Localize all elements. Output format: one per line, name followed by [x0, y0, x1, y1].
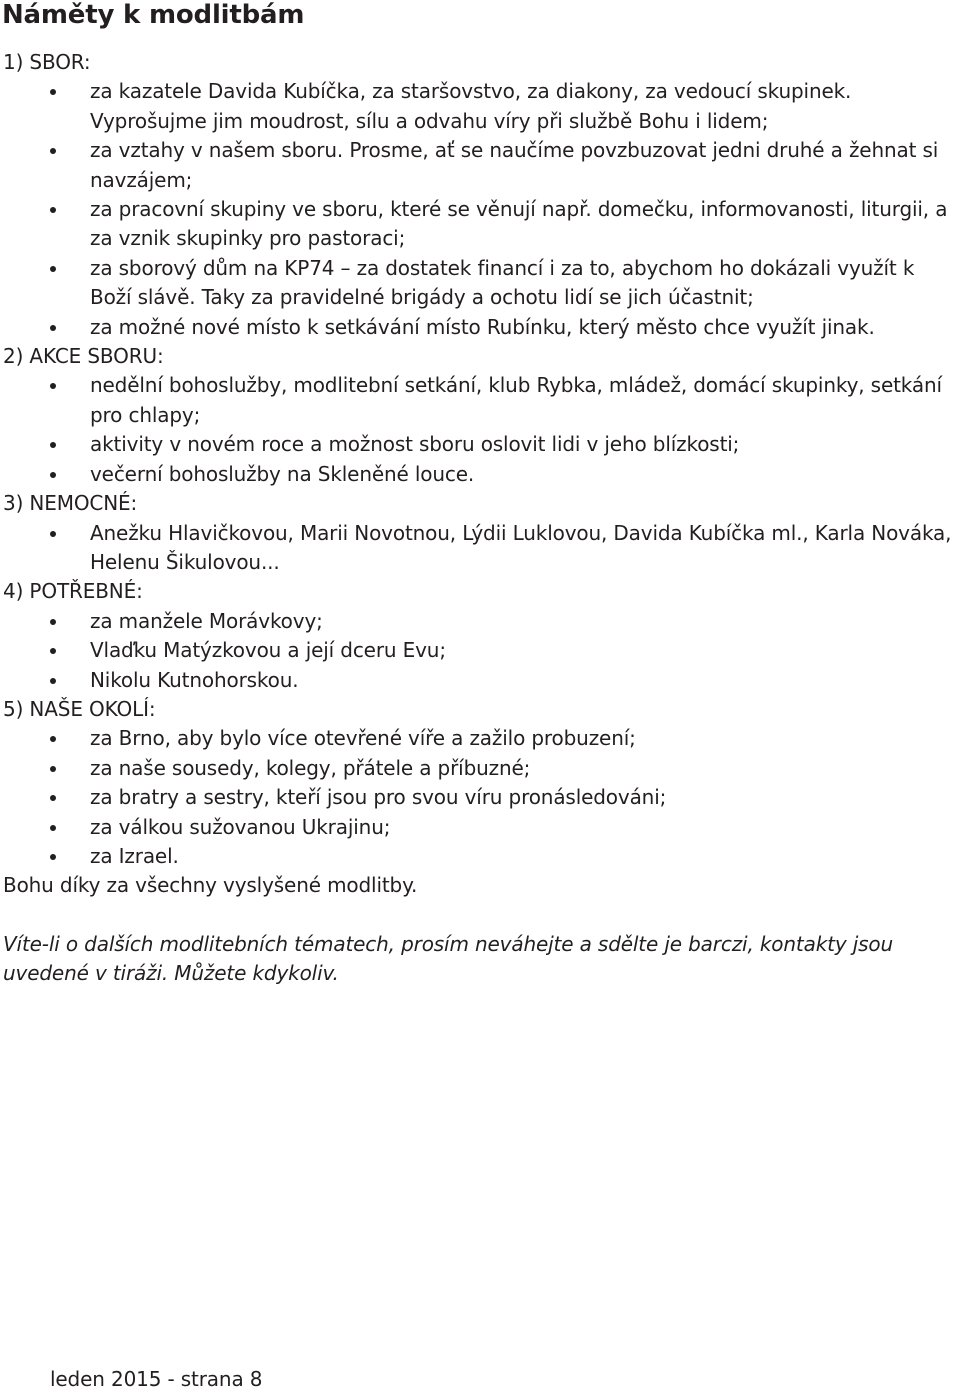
item-text: za vztahy v našem sboru. Prosme, ať se naučíme povzbuzovat jedni druhé a žehnat si navzájem; [90, 138, 939, 192]
list-item [3, 724, 958, 753]
list-item [3, 607, 958, 636]
bullet-icon [50, 736, 56, 742]
item-text: za Brno, aby bylo více otevřené víře a zažilo probuzení; [90, 726, 636, 751]
item-text: za kazatele Davida Kubíčka, za staršovstvo, za diakony, za vedoucí skupinek. Vyprošujme jim moudrost, sílu a odvahu víry při službě Bohu i lidem; [90, 79, 852, 133]
section-heading: 2) AKCE SBORU: [3, 344, 164, 369]
item-text: za možné nové místo k setkávání místo Rubínku, který město chce využít jinak. [90, 314, 875, 339]
list-item [3, 754, 958, 783]
item-list [3, 77, 958, 342]
bullet-icon [50, 678, 56, 684]
bullet-icon [50, 766, 56, 772]
list-item [3, 666, 958, 695]
item-list [3, 371, 958, 489]
list-item [3, 783, 958, 812]
section-heading: 1) SBOR: [3, 50, 91, 74]
list-item [3, 371, 958, 430]
item-text: za sborový dům na KP74 – za dostatek financí i za to, abychom ho dokázali využít k Boží slávě. Taky za pravidelné brigády a ochotu lidí se jich účastnit; [90, 255, 915, 310]
item-text: Vlaďku Matýzkovou a její dceru Evu; [90, 638, 446, 663]
bullet-icon [50, 442, 56, 448]
bullet-icon [50, 531, 56, 537]
bullet-icon [50, 148, 56, 154]
section-nase-okoli [3, 695, 958, 871]
bullet-icon [50, 207, 56, 213]
bullet-icon [50, 266, 56, 272]
list-item [3, 77, 958, 136]
closing-thanks: Bohu díky za všechny vyslyšené modlitby. [3, 873, 418, 898]
section-heading: 4) POTŘEBNÉ: [3, 579, 143, 604]
section-sbor [3, 48, 958, 342]
bullet-icon [50, 825, 56, 831]
list-item [3, 519, 958, 578]
item-text: za naše sousedy, kolegy, přátele a příbuzné; [90, 755, 531, 780]
item-list [3, 724, 958, 871]
section-nemocne [3, 489, 958, 577]
item-text: za manžele Morávkovy; [90, 608, 323, 633]
item-text: Nikolu Kutnohorskou. [90, 667, 299, 692]
item-text: večerní bohoslužby na Skleněné louce. [90, 461, 475, 486]
bullet-icon [50, 619, 56, 625]
bullet-icon [50, 89, 56, 95]
section-potrebne [3, 577, 958, 695]
list-item [3, 460, 958, 489]
section-heading: 3) NEMOCNÉ: [3, 491, 138, 516]
item-list [3, 519, 958, 578]
bullet-icon [50, 472, 56, 478]
bullet-icon [50, 383, 56, 389]
section-akce-sboru [3, 342, 958, 489]
prayer-topics [3, 48, 958, 989]
item-text: za Izrael. [90, 843, 179, 868]
item-text: za válkou sužovanou Ukrajinu; [90, 814, 391, 839]
bullet-icon [50, 648, 56, 654]
item-text: za pracovní skupiny ve sboru, které se věnují např. domečku, informovanosti, liturgii, a za vznik skupinky pro pastoraci; [90, 197, 948, 251]
contact-note: Víte-li o dalších modlitebních tématech, prosím neváhejte a sdělte je barczi, kontakty jsou uvedené v tiráži. Můžete kdykoliv. [3, 931, 894, 986]
list-item [3, 254, 958, 313]
section-heading: 5) NAŠE OKOLÍ: [3, 696, 156, 721]
list-item [3, 842, 958, 871]
item-list [3, 607, 958, 695]
bullet-icon [50, 854, 56, 860]
list-item [3, 430, 958, 459]
item-text: Anežku Hlavičkovou, Marii Novotnou, Lýdii Luklovou, Davida Kubíčka ml., Karla Nováka, Helenu Šikulovou... [90, 520, 952, 574]
list-item [3, 813, 958, 842]
item-text: za bratry a sestry, kteří jsou pro svou víru pronásledováni; [90, 785, 667, 810]
bullet-icon [50, 795, 56, 801]
list-item [3, 136, 958, 195]
list-item [3, 195, 958, 254]
item-text: nedělní bohoslužby, modlitební setkání, klub Rybka, mládež, domácí skupinky, setkání pro chlapy; [90, 373, 942, 427]
page-footer: leden 2015 - strana 8 [50, 1367, 263, 1391]
page-title: Náměty k modlitbám [2, 0, 305, 30]
list-item [3, 313, 958, 342]
bullet-icon [50, 325, 56, 331]
item-text: aktivity v novém roce a možnost sboru oslovit lidi v jeho blízkosti; [90, 432, 740, 457]
list-item [3, 636, 958, 665]
